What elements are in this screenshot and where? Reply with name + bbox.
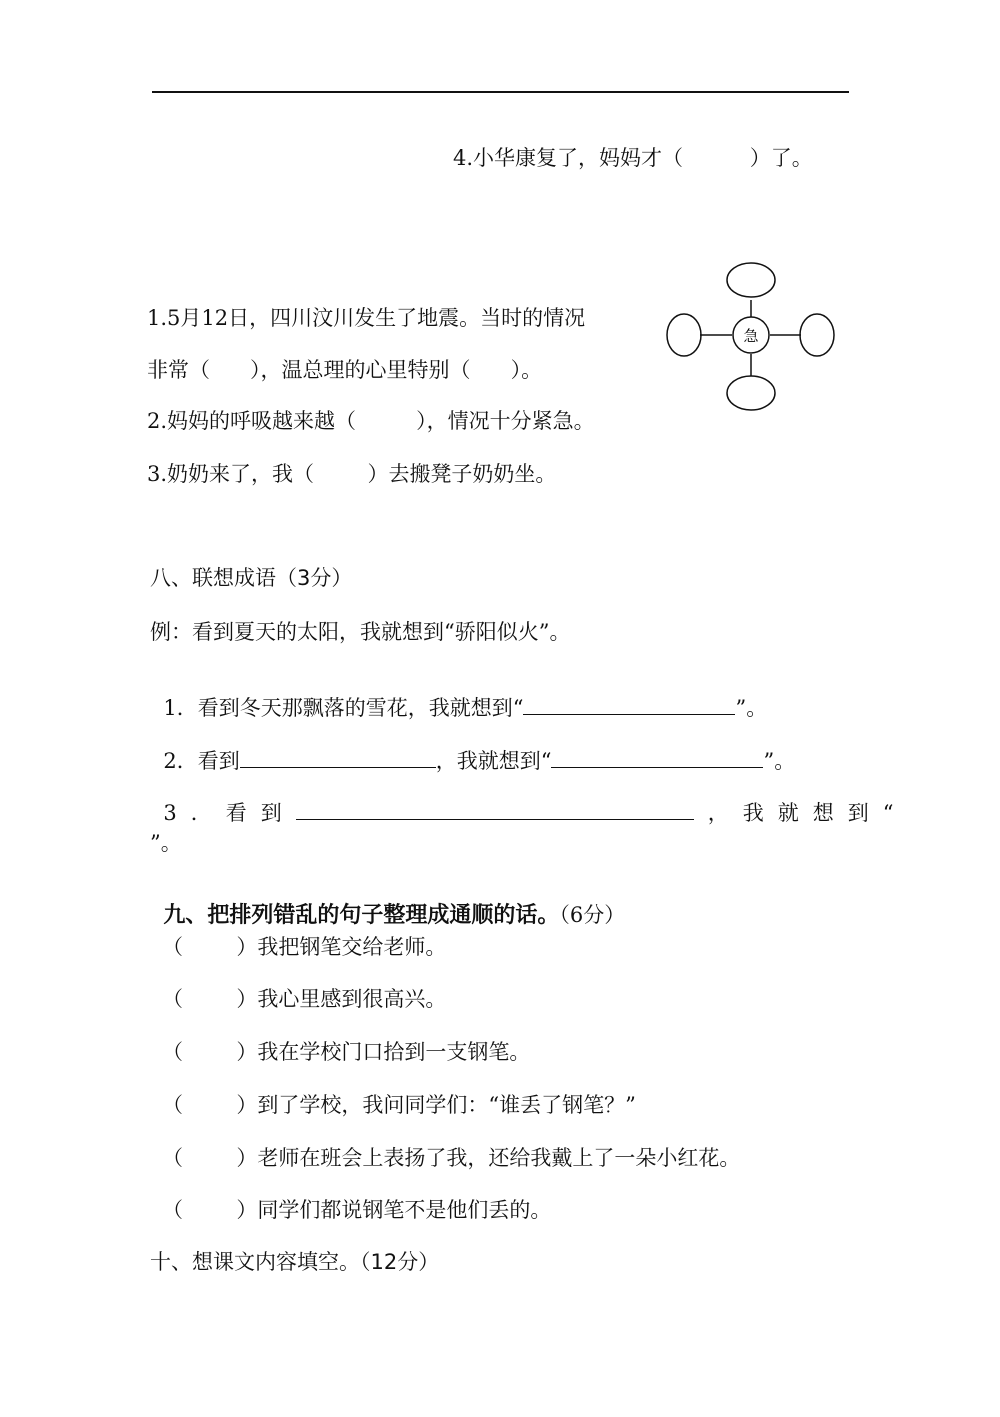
s8-q2-blank-1[interactable] [240,749,436,768]
s8-q3-end: ”。 [150,831,182,855]
web-oval-right [800,314,834,356]
s8-q2-mid: ，我就想到“ [435,749,552,773]
s9-item-5: （ ）老师在班会上表扬了我，还给我戴上了一朵小红花。 [162,1146,741,1170]
s7-q2: 2.妈妈的呼吸越来越（ ），情况十分紧急。 [147,409,595,433]
s8-q2-suffix: ”。 [763,749,796,773]
section10-title: 十、想课文内容填空。（12分） [150,1250,440,1274]
s8-q2-blank-2[interactable] [551,749,763,768]
s8-q3-blank[interactable] [296,801,694,820]
s7-q1-line1: 1.5月12日，四川汶川发生了地震。当时的情况 [147,306,586,330]
section9-title-score: （6分） [559,903,626,927]
s8-q1-prefix: 1．看到冬天那飘落的雪花，我就想到“ [163,696,524,720]
web-center-char: 急 [743,327,759,345]
web-oval-top [727,263,775,297]
s7-q3: 3.奶奶来了，我（ ）去搬凳子奶奶坐。 [147,462,557,486]
section9-title [150,884,625,927]
s8-example: 例：看到夏天的太阳，我就想到“骄阳似火”。 [150,620,571,644]
web-oval-left [667,314,701,356]
s8-q3-mid: ，我就想到“ [707,801,908,825]
word-web-diagram [664,260,840,412]
section9-title-main: 九、把排列错乱的句子整理成通顺的话。 [163,903,560,928]
s8-q1 [150,675,767,719]
top-rule [152,91,849,93]
s8-q1-blank[interactable] [523,696,735,715]
s8-q2-prefix: 2．看到 [163,749,240,773]
s8-q3-prefix: 3．看到 [163,801,296,825]
s9-item-3: （ ）我在学校门口拾到一支钢笔。 [162,1040,531,1064]
s8-q2 [150,728,795,772]
section8-title: 八、联想成语（3分） [150,566,353,590]
s7-q1-line2: 非常（ ），温总理的心里特别（ ）。 [147,358,543,382]
s9-item-4: （ ）到了学校，我问同学们：“谁丢了钢笔？” [162,1093,636,1117]
s9-item-1: （ ）我把钢笔交给老师。 [162,935,447,959]
s8-q3 [150,780,907,824]
sentence-4: 4.小华康复了，妈妈才（ ）了。 [453,146,813,170]
s8-q1-suffix: ”。 [735,696,768,720]
s9-item-6: （ ）同学们都说钢笔不是他们丢的。 [162,1198,552,1222]
s9-item-2: （ ）我心里感到很高兴。 [162,987,447,1011]
web-oval-bottom [727,376,775,410]
